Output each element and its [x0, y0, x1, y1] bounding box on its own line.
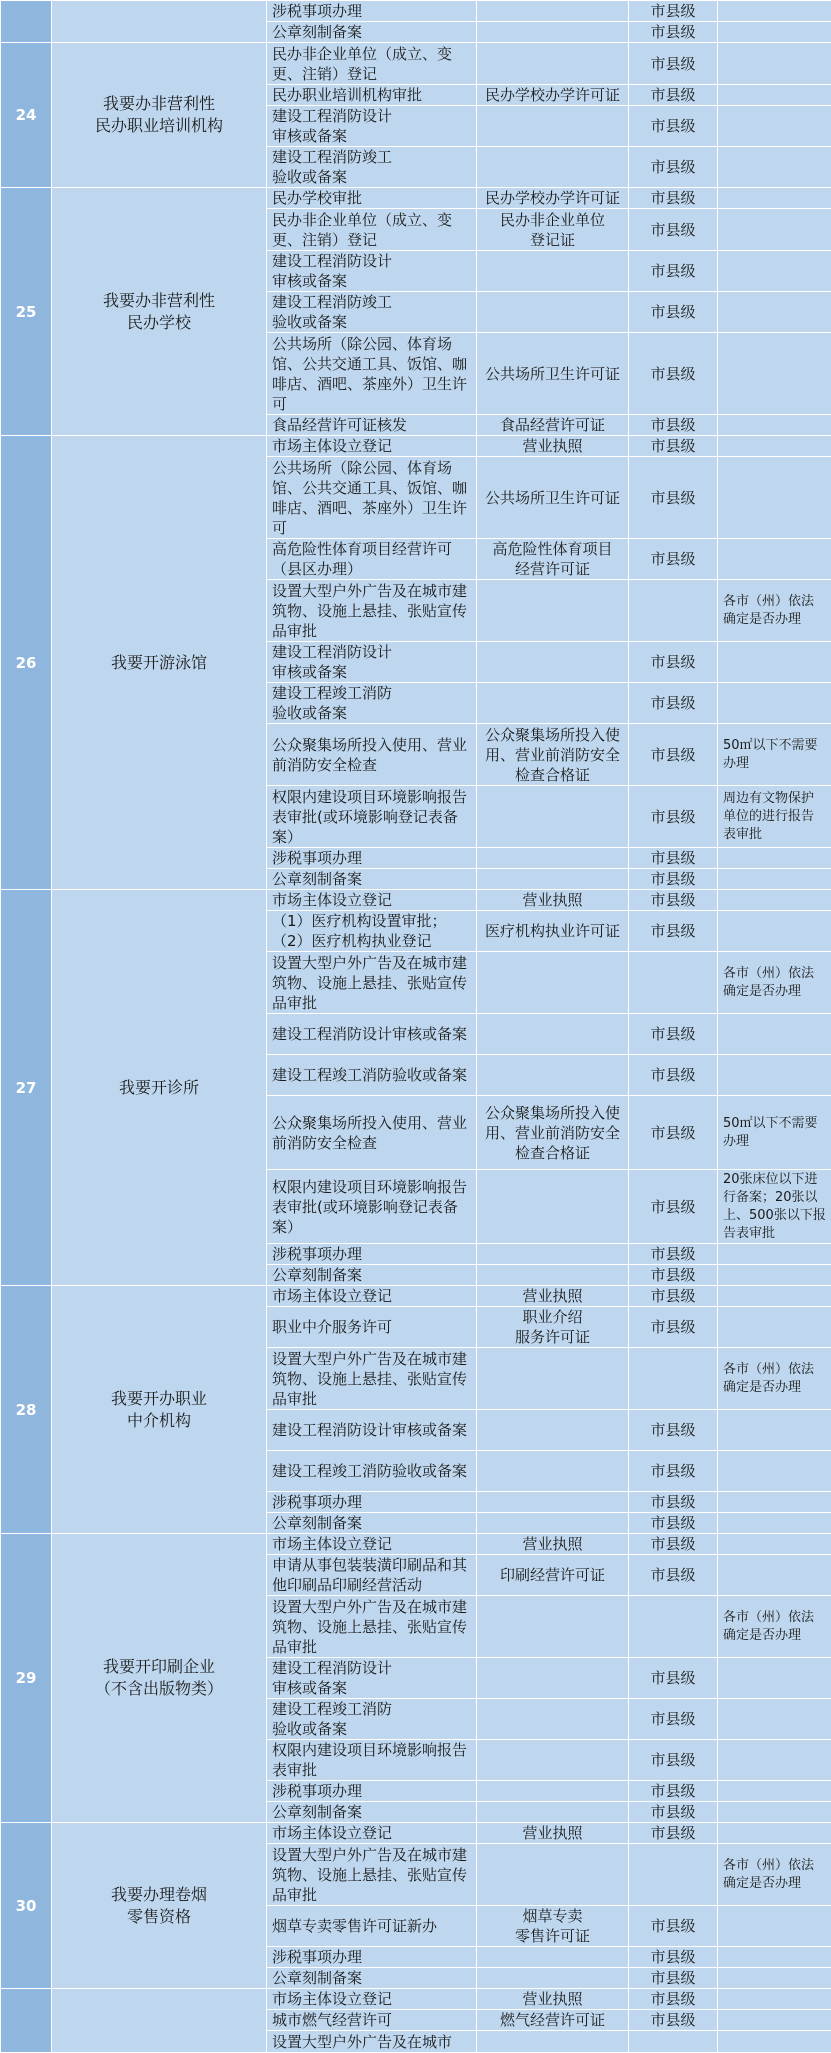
license-name-cell: 营业执照: [477, 1823, 629, 1844]
approval-item-cell: 建设工程消防设计 审核或备案: [267, 1658, 477, 1699]
license-name-cell: 公众聚集场所投入使用、营业前消防安全检查合格证: [477, 724, 629, 786]
license-name-cell: [477, 106, 629, 147]
approval-item-cell: 涉税事项办理: [267, 1244, 477, 1265]
note-cell: [718, 436, 831, 457]
license-name-cell: [477, 869, 629, 890]
approval-item-cell: 民办学校审批: [267, 188, 477, 209]
note-cell: [718, 1286, 831, 1307]
level-cell: 市县级: [629, 85, 718, 106]
approval-item-cell: 烟草专卖零售许可证新办: [267, 1906, 477, 1947]
level-cell: 市县级: [629, 1947, 718, 1968]
table-row: [1, 1, 831, 22]
license-name-cell: [477, 1055, 629, 1096]
approval-item-cell: 建设工程消防设计 审核或备案: [267, 642, 477, 683]
approval-item-cell: 公章刻制备案: [267, 869, 477, 890]
approval-item-cell: 市场主体设立登记: [267, 890, 477, 911]
approval-item-cell: 公章刻制备案: [267, 1802, 477, 1823]
approval-item-cell: 公章刻制备案: [267, 22, 477, 43]
approval-item-cell: 权限内建设项目环境影响报告表审批(或环境影响登记表备案）: [267, 1170, 477, 1244]
approval-item-cell: 设置大型户外广告及在城市建筑物、设施上悬挂、张贴宣传品审批: [267, 1844, 477, 1906]
license-name-cell: [477, 1968, 629, 1989]
license-name-cell: 职业介绍 服务许可证: [477, 1307, 629, 1348]
note-cell: [718, 1968, 831, 1989]
note-cell: [718, 1555, 831, 1596]
note-cell: [718, 1989, 831, 2010]
level-cell: 市县级: [629, 1265, 718, 1286]
license-name-cell: 食品经营许可证: [477, 415, 629, 436]
note-cell: [718, 1699, 831, 1740]
license-name-cell: [477, 1170, 629, 1244]
level-cell: 市县级: [629, 1307, 718, 1348]
level-cell: 市县级: [629, 1534, 718, 1555]
row-number-cell: [1, 1989, 52, 2053]
approval-item-cell: 设置大型户外广告及在城市建筑物、设施上悬挂、张贴宣传品审批: [267, 1348, 477, 1410]
level-cell: 市县级: [629, 457, 718, 539]
category-cell: 我要办非营利性 民办职业培训机构: [52, 43, 267, 188]
note-cell: [718, 43, 831, 85]
note-cell: [718, 869, 831, 890]
note-cell: [718, 1, 831, 22]
level-cell: [629, 952, 718, 1014]
table-row: [1, 43, 831, 85]
level-cell: 市县级: [629, 147, 718, 188]
license-name-cell: [477, 1513, 629, 1534]
note-cell: [718, 22, 831, 43]
approval-item-cell: 涉税事项办理: [267, 1, 477, 22]
approval-item-cell: 建设工程消防设计 审核或备案: [267, 251, 477, 292]
category-cell: 我要开印刷企业 （不含出版物类）: [52, 1534, 267, 1823]
level-cell: 市县级: [629, 1740, 718, 1781]
approval-item-cell: 市场主体设立登记: [267, 1286, 477, 1307]
license-name-cell: [477, 1658, 629, 1699]
note-cell: [718, 911, 831, 952]
level-cell: 市县级: [629, 436, 718, 457]
note-cell: 周边有文物保护单位的进行报告表审批: [718, 786, 831, 848]
license-name-cell: [477, 251, 629, 292]
license-name-cell: 医疗机构执业许可证: [477, 911, 629, 952]
note-cell: [718, 251, 831, 292]
license-name-cell: [477, 22, 629, 43]
approval-item-cell: 公章刻制备案: [267, 1265, 477, 1286]
level-cell: 市县级: [629, 106, 718, 147]
approval-item-cell: 涉税事项办理: [267, 1492, 477, 1513]
category-cell: 我要办理卷烟 零售资格: [52, 1823, 267, 1989]
level-cell: 市县级: [629, 1989, 718, 2010]
level-cell: [629, 1348, 718, 1410]
approval-item-cell: 公众聚集场所投入使用、营业前消防安全检查: [267, 724, 477, 786]
level-cell: 市县级: [629, 911, 718, 952]
license-name-cell: [477, 952, 629, 1014]
category-cell: 我要开办职业 中介机构: [52, 1286, 267, 1534]
approval-item-cell: 公章刻制备案: [267, 1968, 477, 1989]
license-name-cell: [477, 1740, 629, 1781]
level-cell: 市县级: [629, 724, 718, 786]
license-name-cell: 公共场所卫生许可证: [477, 457, 629, 539]
license-name-cell: [477, 1492, 629, 1513]
approval-item-cell: 涉税事项办理: [267, 848, 477, 869]
note-cell: [718, 106, 831, 147]
level-cell: 市县级: [629, 1244, 718, 1265]
level-cell: [629, 1844, 718, 1906]
approval-item-cell: 职业中介服务许可: [267, 1307, 477, 1348]
note-cell: [718, 188, 831, 209]
level-cell: 市县级: [629, 1699, 718, 1740]
approval-item-cell: 建设工程竣工消防验收或备案: [267, 1055, 477, 1096]
category-cell: 我要开游泳馆: [52, 436, 267, 890]
table-row: [1, 890, 831, 911]
note-cell: [718, 209, 831, 251]
row-number-cell: [1, 1, 52, 43]
level-cell: 市县级: [629, 1906, 718, 1947]
approval-item-cell: 市场主体设立登记: [267, 1823, 477, 1844]
approval-item-cell: 食品经营许可证核发: [267, 415, 477, 436]
note-cell: [718, 1947, 831, 1968]
license-name-cell: [477, 1410, 629, 1451]
note-cell: [718, 415, 831, 436]
license-name-cell: [477, 1451, 629, 1492]
table-row: [1, 188, 831, 209]
note-cell: [718, 1307, 831, 1348]
level-cell: 市县级: [629, 22, 718, 43]
license-name-cell: 公众聚集场所投入使用、营业前消防安全检查合格证: [477, 1096, 629, 1170]
license-name-cell: 营业执照: [477, 1286, 629, 1307]
level-cell: [629, 1596, 718, 1658]
note-cell: [718, 1492, 831, 1513]
note-cell: [718, 1410, 831, 1451]
table-row: [1, 1286, 831, 1307]
license-name-cell: 营业执照: [477, 1534, 629, 1555]
approval-item-cell: 建设工程消防设计 审核或备案: [267, 106, 477, 147]
note-cell: [718, 890, 831, 911]
license-name-cell: [477, 1596, 629, 1658]
approval-item-cell: 公章刻制备案: [267, 1513, 477, 1534]
license-name-cell: 燃气经营许可证: [477, 2010, 629, 2031]
approval-item-cell: 权限内建设项目环境影响报告表审批: [267, 1740, 477, 1781]
approval-item-cell: 权限内建设项目环境影响报告表审批(或环境影响登记表备案）: [267, 786, 477, 848]
category-cell: [52, 1989, 267, 2053]
note-cell: [718, 85, 831, 106]
note-cell: [718, 1265, 831, 1286]
approval-item-cell: 建设工程消防竣工 验收或备案: [267, 147, 477, 188]
note-cell: [718, 333, 831, 415]
license-name-cell: [477, 580, 629, 642]
license-name-cell: 高危险性体育项目 经营许可证: [477, 539, 629, 580]
note-cell: 50㎡以下不需要办理: [718, 1096, 831, 1170]
level-cell: 市县级: [629, 1, 718, 22]
license-name-cell: [477, 1348, 629, 1410]
level-cell: 市县级: [629, 1492, 718, 1513]
license-name-cell: 营业执照: [477, 890, 629, 911]
table-row: [1, 1823, 831, 1844]
row-number-cell: 29: [1, 1534, 52, 1823]
table-body: [1, 1, 831, 2053]
level-cell: 市县级: [629, 1170, 718, 1244]
row-number-cell: 24: [1, 43, 52, 188]
level-cell: 市县级: [629, 1096, 718, 1170]
row-number-cell: 25: [1, 188, 52, 436]
note-cell: [718, 147, 831, 188]
license-name-cell: [477, 1802, 629, 1823]
approval-item-cell: 涉税事项办理: [267, 1781, 477, 1802]
table-row: [1, 1989, 831, 2010]
note-cell: [718, 683, 831, 724]
level-cell: 市县级: [629, 642, 718, 683]
approval-item-cell: 设置大型户外广告及在城市建筑物、设施上悬挂、张贴宣传品审批: [267, 580, 477, 642]
approval-item-cell: 建设工程消防设计审核或备案: [267, 1014, 477, 1055]
approval-item-cell: 建设工程消防设计审核或备案: [267, 1410, 477, 1451]
note-cell: [718, 2031, 831, 2053]
note-cell: 各市（州）依法确定是否办理: [718, 1596, 831, 1658]
license-name-cell: [477, 683, 629, 724]
level-cell: 市县级: [629, 188, 718, 209]
note-cell: [718, 1513, 831, 1534]
note-cell: [718, 1906, 831, 1947]
level-cell: 市县级: [629, 1410, 718, 1451]
level-cell: 市县级: [629, 292, 718, 333]
note-cell: 50㎡以下不需要办理: [718, 724, 831, 786]
approval-item-cell: 建设工程竣工消防验收或备案: [267, 1451, 477, 1492]
license-name-cell: [477, 786, 629, 848]
level-cell: 市县级: [629, 1286, 718, 1307]
level-cell: 市县级: [629, 1802, 718, 1823]
note-cell: 20张床位以下进行备案；20张以上、500张以下报告表审批: [718, 1170, 831, 1244]
license-name-cell: 民办学校办学许可证: [477, 188, 629, 209]
level-cell: 市县级: [629, 1451, 718, 1492]
row-number-cell: 28: [1, 1286, 52, 1534]
note-cell: 各市（州）依法确定是否办理: [718, 1844, 831, 1906]
approval-item-cell: 民办职业培训机构审批: [267, 85, 477, 106]
approval-item-cell: 市场主体设立登记: [267, 436, 477, 457]
note-cell: 各市（州）依法确定是否办理: [718, 580, 831, 642]
approval-item-cell: 公共场所（除公园、体育场馆、公共交通工具、饭馆、咖啡店、酒吧、茶座外）卫生许可: [267, 457, 477, 539]
row-number-cell: 26: [1, 436, 52, 890]
level-cell: 市县级: [629, 251, 718, 292]
category-cell: 我要办非营利性 民办学校: [52, 188, 267, 436]
license-name-cell: 营业执照: [477, 1989, 629, 2010]
note-cell: 各市（州）依法确定是否办理: [718, 1348, 831, 1410]
note-cell: [718, 1823, 831, 1844]
level-cell: 市县级: [629, 869, 718, 890]
approval-item-cell: 公众聚集场所投入使用、营业前消防安全检查: [267, 1096, 477, 1170]
approval-item-cell: 城市燃气经营许可: [267, 2010, 477, 2031]
table-row: [1, 436, 831, 457]
note-cell: [718, 292, 831, 333]
license-name-cell: 民办学校办学许可证: [477, 85, 629, 106]
level-cell: 市县级: [629, 1555, 718, 1596]
approval-item-cell: 建设工程竣工消防 验收或备案: [267, 683, 477, 724]
note-cell: [718, 1244, 831, 1265]
level-cell: 市县级: [629, 1513, 718, 1534]
level-cell: 市县级: [629, 415, 718, 436]
level-cell: 市县级: [629, 1968, 718, 1989]
row-number-cell: 30: [1, 1823, 52, 1989]
license-name-cell: 营业执照: [477, 436, 629, 457]
note-cell: [718, 642, 831, 683]
level-cell: 市县级: [629, 539, 718, 580]
note-cell: [718, 539, 831, 580]
license-name-cell: [477, 1947, 629, 1968]
license-name-cell: [477, 1844, 629, 1906]
level-cell: 市县级: [629, 2010, 718, 2031]
license-name-cell: 民办非企业单位 登记证: [477, 209, 629, 251]
approval-item-cell: （1）医疗机构设置审批； （2）医疗机构执业登记: [267, 911, 477, 952]
approval-item-cell: 市场主体设立登记: [267, 1534, 477, 1555]
license-name-cell: 印刷经营许可证: [477, 1555, 629, 1596]
license-name-cell: [477, 1, 629, 22]
approval-item-cell: 民办非企业单位（成立、变更、注销）登记: [267, 209, 477, 251]
level-cell: 市县级: [629, 1014, 718, 1055]
level-cell: 市县级: [629, 1823, 718, 1844]
license-name-cell: [477, 848, 629, 869]
approval-item-cell: 申请从事包装装潢印刷品和其他印刷品印刷经营活动: [267, 1555, 477, 1596]
level-cell: 市县级: [629, 333, 718, 415]
approval-item-cell: 民办非企业单位（成立、变更、注销）登记: [267, 43, 477, 85]
license-name-cell: [477, 292, 629, 333]
approval-item-cell: 高危险性体育项目经营许可（县区办理）: [267, 539, 477, 580]
level-cell: [629, 2031, 718, 2053]
license-name-cell: 烟草专卖 零售许可证: [477, 1906, 629, 1947]
level-cell: 市县级: [629, 1781, 718, 1802]
category-cell: 我要开诊所: [52, 890, 267, 1286]
category-cell: [52, 1, 267, 43]
level-cell: 市县级: [629, 848, 718, 869]
note-cell: 各市（州）依法确定是否办理: [718, 952, 831, 1014]
level-cell: 市县级: [629, 1658, 718, 1699]
level-cell: 市县级: [629, 43, 718, 85]
level-cell: 市县级: [629, 786, 718, 848]
level-cell: 市县级: [629, 890, 718, 911]
approval-item-cell: 公共场所（除公园、体育场馆、公共交通工具、饭馆、咖啡店、酒吧、茶座外）卫生许可: [267, 333, 477, 415]
approval-item-cell: 建设工程竣工消防 验收或备案: [267, 1699, 477, 1740]
note-cell: [718, 1534, 831, 1555]
level-cell: 市县级: [629, 1055, 718, 1096]
note-cell: [718, 848, 831, 869]
license-name-cell: [477, 1265, 629, 1286]
level-cell: 市县级: [629, 683, 718, 724]
note-cell: [718, 1802, 831, 1823]
level-cell: 市县级: [629, 209, 718, 251]
license-name-cell: [477, 43, 629, 85]
license-name-cell: [477, 1244, 629, 1265]
note-cell: [718, 1781, 831, 1802]
approval-item-cell: 市场主体设立登记: [267, 1989, 477, 2010]
license-name-cell: [477, 1014, 629, 1055]
approval-item-cell: 设置大型户外广告及在城市: [267, 2031, 477, 2053]
license-name-cell: 公共场所卫生许可证: [477, 333, 629, 415]
approval-item-cell: 设置大型户外广告及在城市建筑物、设施上悬挂、张贴宣传品审批: [267, 952, 477, 1014]
license-name-cell: [477, 1781, 629, 1802]
note-cell: [718, 1451, 831, 1492]
table-row: [1, 1534, 831, 1555]
note-cell: [718, 2010, 831, 2031]
note-cell: [718, 1014, 831, 1055]
approval-item-cell: 建设工程消防竣工 验收或备案: [267, 292, 477, 333]
approval-item-cell: 设置大型户外广告及在城市建筑物、设施上悬挂、张贴宣传品审批: [267, 1596, 477, 1658]
license-name-cell: [477, 147, 629, 188]
license-name-cell: [477, 1699, 629, 1740]
approval-item-cell: 涉税事项办理: [267, 1947, 477, 1968]
note-cell: [718, 1055, 831, 1096]
level-cell: [629, 580, 718, 642]
license-name-cell: [477, 642, 629, 683]
note-cell: [718, 1658, 831, 1699]
note-cell: [718, 457, 831, 539]
license-name-cell: [477, 2031, 629, 2053]
row-number-cell: 27: [1, 890, 52, 1286]
note-cell: [718, 1740, 831, 1781]
